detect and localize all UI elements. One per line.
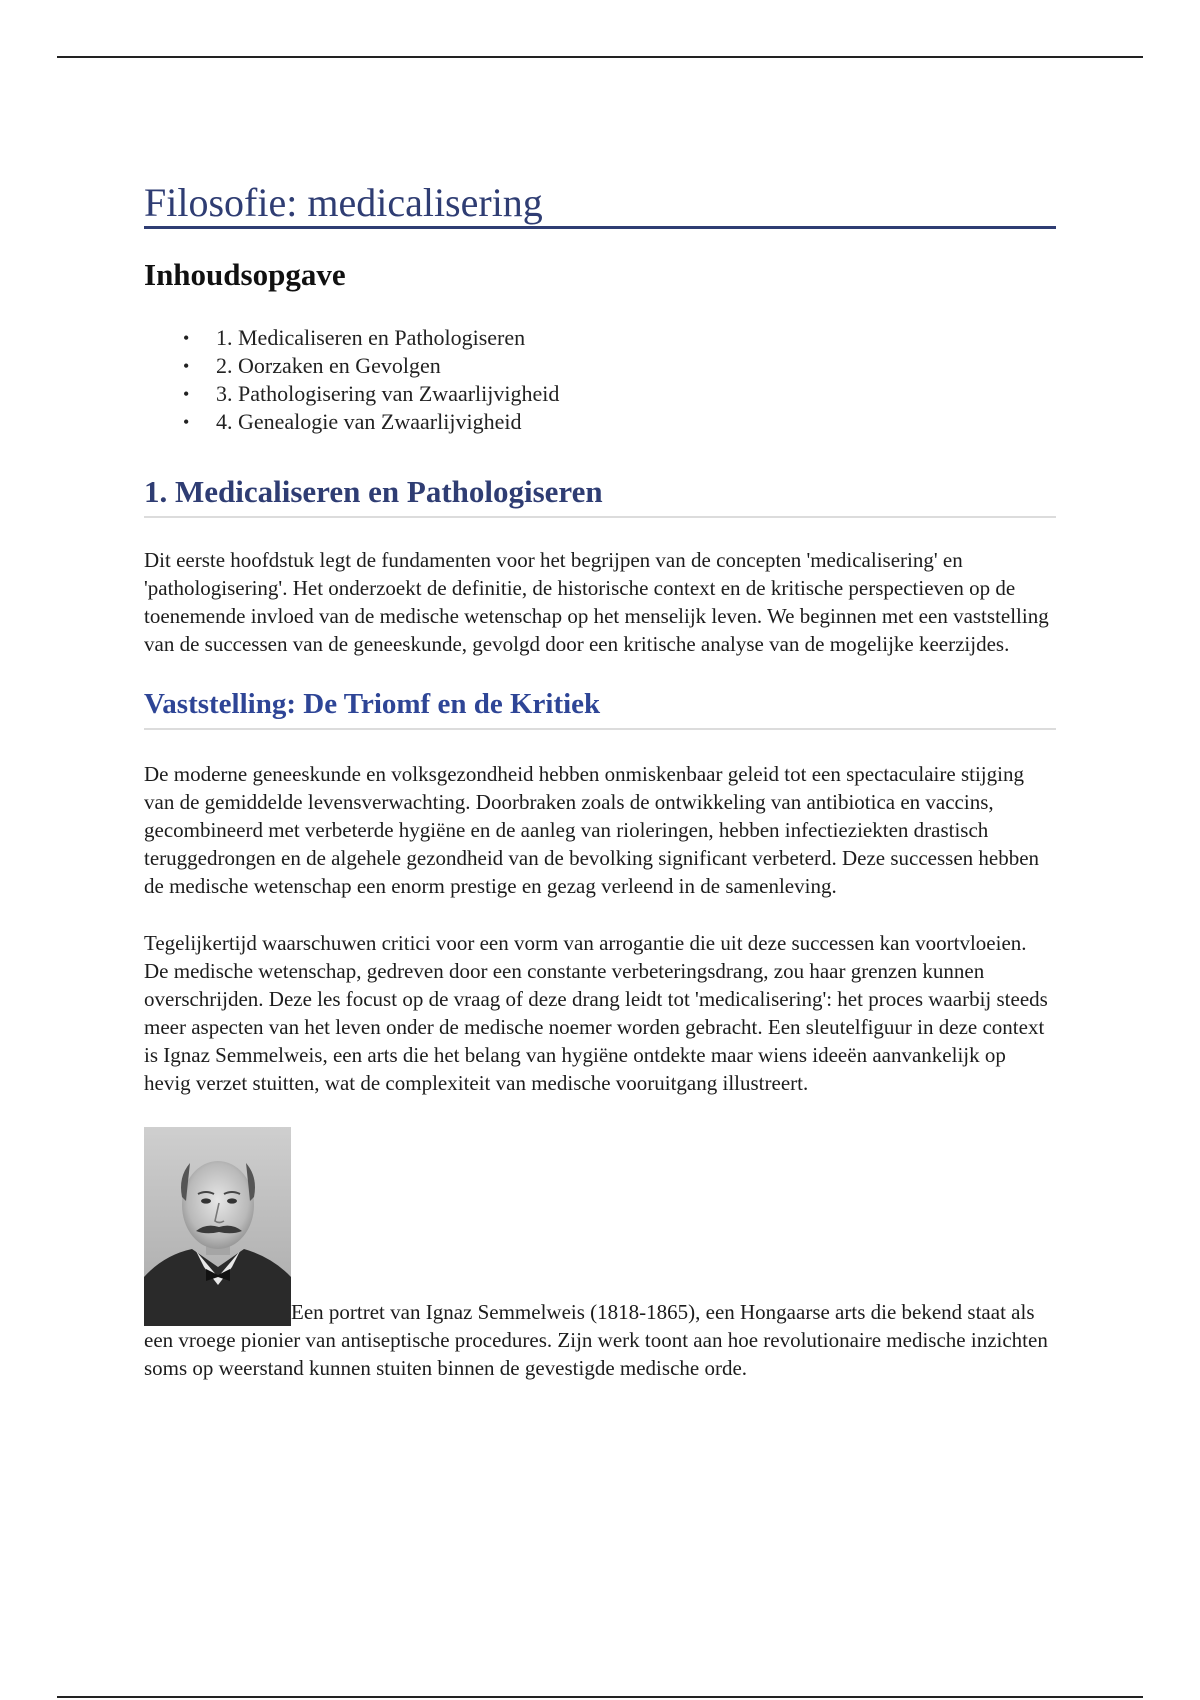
document-body: [144, 180, 1056, 1382]
body-paragraph: Tegelijkertijd waarschuwen critici voor een vorm van arrogantie die uit deze successen kan voortvloeien. De medische wetenschap, gedreven door een constante verbeteringsdrang, zou haar grenzen kunnen overschrijden. Deze les focust op de vraag of deze drang leidt tot 'medicalisering': het proces waarbij steeds meer aspecten van het leven onder de medische noemer worden gebracht. Een sleutelfiguur in deze context is Ignaz Semmelweis, een arts die het belang van hygiëne ontdekte maar wiens ideeën aanvankelijk op hevig verzet stuitten, wat de complexiteit van medische vooruitgang illustreert.: [144, 931, 1048, 1095]
toc-item[interactable]: [144, 380, 1056, 408]
bullet-icon: •: [183, 356, 190, 376]
bullet-icon: •: [183, 412, 190, 432]
section-heading: 1. Medicaliseren en Pathologiseren: [144, 472, 1056, 518]
section-intro-paragraph: Dit eerste hoofdstuk legt de fundamenten voor het begrijpen van de concepten 'medicalisering' en 'pathologisering'. Het onderzoekt de definitie, de historische context en de kritische perspectieven op de toenemende invloed van de medische wetenschap op het menselijk leven. We beginnen met een vaststelling van de successen van de geneeskunde, gevolgd door een kritische analyse van de mogelijke keerzijdes.: [144, 548, 1049, 656]
footer-rule: [57, 1696, 1143, 1698]
toc-item-label[interactable]: 3. Pathologisering van Zwaarlijvigheid: [216, 381, 560, 406]
portrait-image: [144, 1127, 291, 1326]
subsection-heading: Vaststelling: De Triomf en de Kritiek: [144, 684, 1056, 730]
toc-item-label[interactable]: 1. Medicaliseren en Pathologiseren: [216, 325, 526, 350]
toc-item-label[interactable]: 4. Genealogie van Zwaarlijvigheid: [216, 409, 522, 434]
toc-item[interactable]: [144, 324, 1056, 352]
header-rule: [57, 56, 1143, 58]
figure: [144, 1127, 1056, 1382]
bullet-icon: •: [183, 328, 190, 348]
toc-list: [144, 324, 1056, 436]
figure-caption: Een portret van Ignaz Semmelweis (1818-1865), een Hongaarse arts die bekend staat als een vroege pionier van antiseptische procedures. Zijn werk toont aan hoe revolutionaire medische inzichten soms op weerstand kunnen stuiten binnen de gevestigde medische orde.: [144, 1300, 1048, 1380]
toc-item-label[interactable]: 2. Oorzaken en Gevolgen: [216, 353, 441, 378]
document-title: Filosofie: medicalisering: [144, 180, 1056, 229]
toc-item[interactable]: [144, 408, 1056, 436]
toc-heading: Inhoudsopgave: [144, 257, 346, 292]
body-paragraph: De moderne geneeskunde en volksgezondheid hebben onmiskenbaar geleid tot een spectaculaire stijging van de gemiddelde levensverwachting. Doorbraken zoals de ontwikkeling van antibiotica en vaccins, gecombineerd met verbeterde hygiëne en de aanleg van rioleringen, hebben infectieziekten drastisch teruggedrongen en de algehele gezondheid van de bevolking significant verbeterd. Deze successen hebben de medische wetenschap een enorm prestige en gezag verleend in de samenleving.: [144, 762, 1040, 898]
toc-item[interactable]: [144, 352, 1056, 380]
bullet-icon: •: [183, 384, 190, 404]
